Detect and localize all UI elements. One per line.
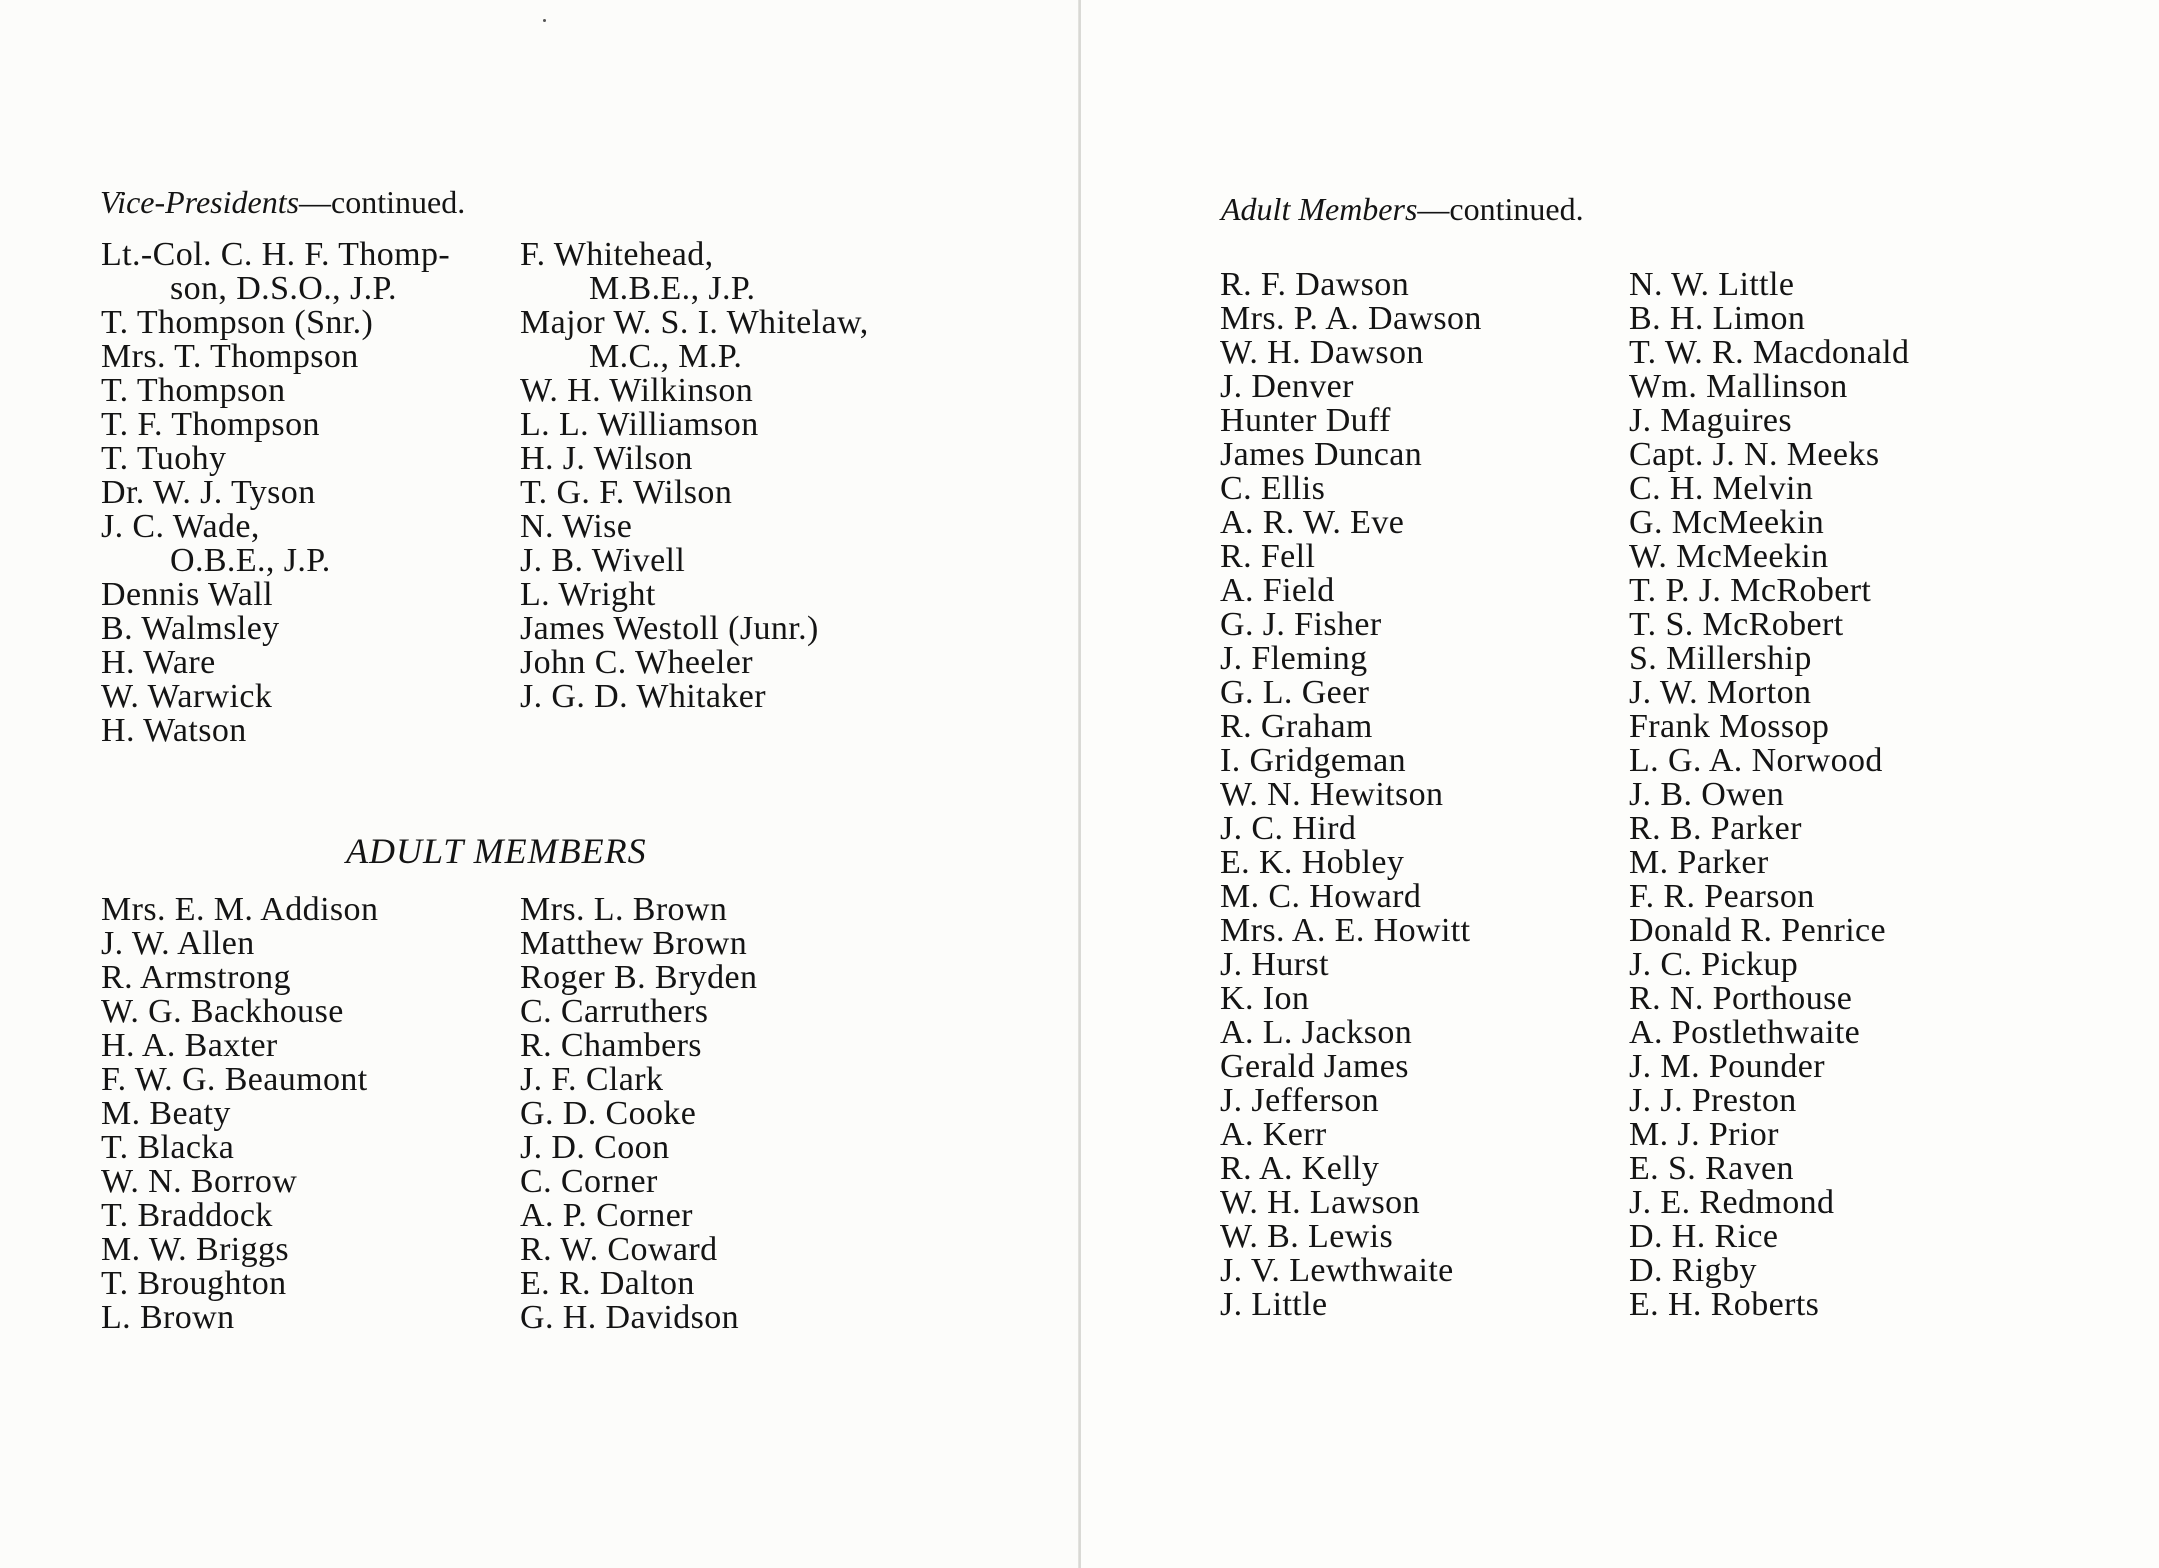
list-item: James Duncan — [1220, 436, 1423, 473]
list-item: James Westoll (Junr.) — [520, 610, 819, 647]
list-item: J. C. Wade, — [101, 508, 260, 545]
list-item: H. J. Wilson — [520, 440, 693, 477]
list-item: J. J. Preston — [1629, 1082, 1797, 1119]
list-item: N. Wise — [520, 508, 633, 545]
heading-italic: Vice-Presidents — [100, 184, 300, 220]
list-item: L. Brown — [101, 1299, 235, 1336]
list-item: Mrs. T. Thompson — [101, 338, 359, 375]
list-item: Mrs. L. Brown — [520, 891, 728, 928]
list-item: K. Ion — [1220, 980, 1310, 1017]
list-item: son, D.S.O., J.P. — [170, 270, 397, 307]
list-item: J. F. Clark — [520, 1061, 664, 1098]
list-item: T. Broughton — [101, 1265, 287, 1302]
list-item: Major W. S. I. Whitelaw, — [520, 304, 869, 341]
list-item: C. Carruthers — [520, 993, 709, 1030]
list-item: T. Thompson — [101, 372, 286, 409]
list-item: W. G. Backhouse — [101, 993, 344, 1030]
list-item: Hunter Duff — [1220, 402, 1391, 439]
list-item: N. W. Little — [1629, 266, 1795, 303]
list-item: J. B. Owen — [1629, 776, 1785, 813]
list-item: John C. Wheeler — [520, 644, 753, 681]
list-item: J. Little — [1220, 1286, 1328, 1323]
list-item: E. H. Roberts — [1629, 1286, 1820, 1323]
list-item: F. W. G. Beaumont — [101, 1061, 368, 1098]
list-item: T. P. J. McRobert — [1629, 572, 1872, 609]
list-item: F. Whitehead, — [520, 236, 714, 273]
list-item: Gerald James — [1220, 1048, 1409, 1085]
list-item: W. N. Borrow — [101, 1163, 298, 1200]
list-item: T. Thompson (Snr.) — [101, 304, 374, 341]
list-item: R. Graham — [1220, 708, 1373, 745]
list-item: T. S. McRobert — [1629, 606, 1844, 643]
list-item: W. B. Lewis — [1220, 1218, 1394, 1255]
am-column-2 — [1629, 268, 1909, 1322]
list-item: M. Beaty — [101, 1095, 231, 1132]
list-item: W. N. Hewitson — [1220, 776, 1444, 813]
list-item: B. Walmsley — [101, 610, 280, 647]
list-item: M. W. Briggs — [101, 1231, 290, 1268]
list-item: Matthew Brown — [520, 925, 748, 962]
am-column-1 — [1220, 268, 1482, 1322]
list-item: L. G. A. Norwood — [1629, 742, 1883, 779]
list-item: D. Rigby — [1629, 1252, 1757, 1289]
list-item: R. Armstrong — [101, 959, 291, 996]
list-item: J. E. Redmond — [1629, 1184, 1835, 1221]
vice-presidents-continued-heading — [100, 184, 465, 221]
adult-column-1 — [101, 893, 378, 1335]
list-item: L. L. Williamson — [520, 406, 759, 443]
list-item: M. C. Howard — [1220, 878, 1422, 915]
list-item: R. Fell — [1220, 538, 1316, 575]
list-item: T. Braddock — [101, 1197, 273, 1234]
list-item: J. Jefferson — [1220, 1082, 1380, 1119]
list-item: A. R. W. Eve — [1220, 504, 1405, 541]
list-item: T. Blacka — [101, 1129, 235, 1166]
list-item: Frank Mossop — [1629, 708, 1830, 745]
list-item: Mrs. E. M. Addison — [101, 891, 379, 928]
list-item: C. Corner — [520, 1163, 658, 1200]
list-item: J. G. D. Whitaker — [520, 678, 767, 715]
list-item: R. B. Parker — [1629, 810, 1802, 847]
list-item: Lt.-Col. C. H. F. Thomp- — [101, 236, 451, 273]
list-item: M.B.E., J.P. — [589, 270, 756, 307]
list-item: E. K. Hobley — [1220, 844, 1405, 881]
list-item: Mrs. A. E. Howitt — [1220, 912, 1471, 949]
list-item: A. L. Jackson — [1220, 1014, 1413, 1051]
list-item: A. P. Corner — [520, 1197, 693, 1234]
list-item: J. B. Wivell — [520, 542, 686, 579]
list-item: G. H. Davidson — [520, 1299, 740, 1336]
list-item: Mrs. P. A. Dawson — [1220, 300, 1482, 337]
list-item: A. Postlethwaite — [1629, 1014, 1861, 1051]
vp-column-1 — [101, 238, 450, 748]
list-item: F. R. Pearson — [1629, 878, 1815, 915]
list-item: G. D. Cooke — [520, 1095, 697, 1132]
list-item: J. C. Hird — [1220, 810, 1357, 847]
list-item: H. Watson — [101, 712, 247, 749]
list-item: O.B.E., J.P. — [170, 542, 331, 579]
list-item: J. V. Lewthwaite — [1220, 1252, 1454, 1289]
list-item: J. Hurst — [1220, 946, 1329, 983]
heading-suffix: —continued. — [299, 184, 466, 220]
list-item: I. Gridgeman — [1220, 742, 1407, 779]
list-item: Capt. J. N. Meeks — [1629, 436, 1880, 473]
list-item: T. Tuohy — [101, 440, 227, 477]
list-item: Wm. Mallinson — [1629, 368, 1848, 405]
list-item: A. Kerr — [1220, 1116, 1327, 1153]
list-item: M. J. Prior — [1629, 1116, 1779, 1153]
list-item: S. Millership — [1629, 640, 1812, 677]
list-item: H. Ware — [101, 644, 216, 681]
list-item: W. H. Lawson — [1220, 1184, 1420, 1221]
vp-column-2 — [520, 238, 869, 714]
list-item: W. H. Dawson — [1220, 334, 1424, 371]
list-item: D. H. Rice — [1629, 1218, 1779, 1255]
adult-members-title: ADULT MEMBERS — [346, 831, 647, 871]
list-item: J. M. Pounder — [1629, 1048, 1825, 1085]
list-item: J. W. Allen — [101, 925, 255, 962]
list-item: G. J. Fisher — [1220, 606, 1382, 643]
list-item: R. N. Porthouse — [1629, 980, 1853, 1017]
list-item: J. Fleming — [1220, 640, 1368, 677]
list-item: G. McMeekin — [1629, 504, 1825, 541]
list-item: J. W. Morton — [1629, 674, 1812, 711]
ink-fleck — [543, 19, 546, 22]
adult-members-continued-heading — [1221, 191, 1584, 228]
list-item: A. Field — [1220, 572, 1335, 609]
list-item: R. F. Dawson — [1220, 266, 1410, 303]
heading-suffix: —continued. — [1417, 191, 1584, 227]
list-item: L. Wright — [520, 576, 656, 613]
list-item: M. Parker — [1629, 844, 1769, 881]
list-item: W. Warwick — [101, 678, 273, 715]
adult-column-2 — [520, 893, 757, 1335]
list-item: E. R. Dalton — [520, 1265, 695, 1302]
list-item: H. A. Baxter — [101, 1027, 278, 1064]
list-item: M.C., M.P. — [589, 338, 743, 375]
list-item: R. A. Kelly — [1220, 1150, 1380, 1187]
right-page — [1081, 0, 2159, 1568]
list-item: R. W. Coward — [520, 1231, 718, 1268]
list-item: C. Ellis — [1220, 470, 1326, 507]
list-item: W. McMeekin — [1629, 538, 1829, 575]
list-item: J. C. Pickup — [1629, 946, 1799, 983]
list-item: B. H. Limon — [1629, 300, 1806, 337]
heading-italic: Adult Members — [1221, 191, 1418, 227]
list-item: J. Maguires — [1629, 402, 1793, 439]
list-item: T. W. R. Macdonald — [1629, 334, 1910, 371]
list-item: C. H. Melvin — [1629, 470, 1814, 507]
list-item: W. H. Wilkinson — [520, 372, 754, 409]
list-item: R. Chambers — [520, 1027, 702, 1064]
list-item: T. F. Thompson — [101, 406, 320, 443]
list-item: E. S. Raven — [1629, 1150, 1794, 1187]
list-item: J. Denver — [1220, 368, 1354, 405]
list-item: T. G. F. Wilson — [520, 474, 733, 511]
list-item: Donald R. Penrice — [1629, 912, 1887, 949]
list-item: Dr. W. J. Tyson — [101, 474, 316, 511]
list-item: Roger B. Bryden — [520, 959, 758, 996]
list-item: G. L. Geer — [1220, 674, 1370, 711]
list-item: Dennis Wall — [101, 576, 273, 613]
list-item: J. D. Coon — [520, 1129, 670, 1166]
